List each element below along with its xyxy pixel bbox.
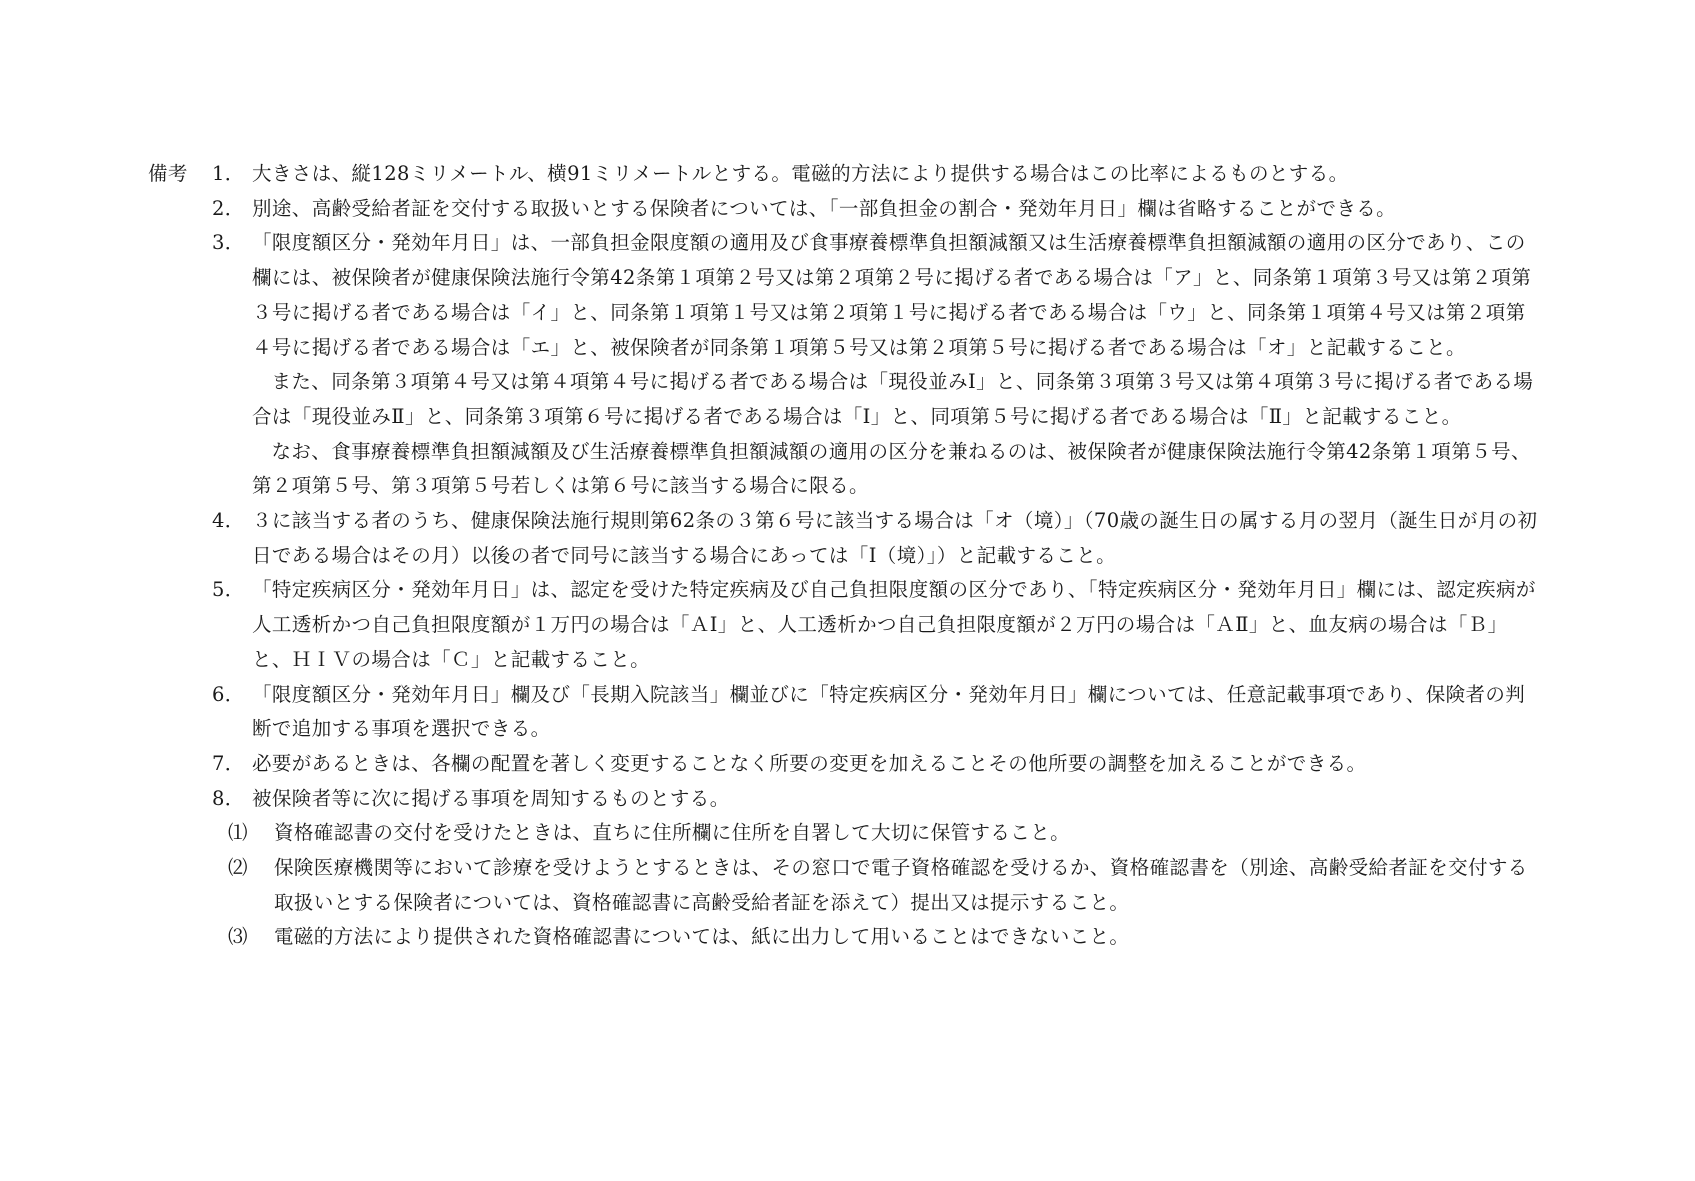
- remark-text: また、同条第３項第４号又は第４項第４号に掲げる者である場合は「現役並みⅠ」と、同条第３項第３号又は第４項第３号に掲げる者である場合は「現役並みⅡ」と、同条第３項第６号に掲げる者である場合は「Ⅰ」と、同項第５号に掲げる者である場合は「Ⅱ」と記載すること。: [252, 370, 1534, 428]
- remark-number: 1．: [212, 162, 245, 185]
- remark-text: 別途、高齢受給者証を交付する取扱いとする保険者については、「一部負担金の割合・発効年月日」欄は省略することができる。: [252, 196, 1397, 220]
- remark-body: [252, 192, 1538, 227]
- remark-item-4: [212, 504, 1538, 573]
- remarks-label: 備考: [148, 162, 188, 185]
- remark-item-5: [212, 573, 1538, 677]
- remark-text: ３に該当する者のうち、健康保険法施行規則第62条の３第６号に該当する場合は「オ（境）」（70歳の誕生日の属する月の翌月（誕生日が月の初日である場合はその月）以後の者で同号に該当する場合にあっては「Ⅰ（境）」）と記載すること。: [252, 509, 1538, 567]
- remark-item-8: [212, 782, 1538, 817]
- subitem-text: 資格確認書の交付を受けたときは、直ちに住所欄に住所を自署して大切に保管すること。: [274, 821, 1071, 845]
- remark-body: [252, 504, 1538, 573]
- subitem-text: 電磁的方法により提供された資格確認書については、紙に出力して用いることはできないこと。: [274, 925, 1130, 949]
- subitem-number: ⑴: [228, 821, 248, 845]
- remarks-section: [148, 157, 1538, 955]
- remark-body: [252, 573, 1538, 677]
- remark-item-1: [212, 157, 1538, 192]
- remark-text: 被保険者等に次に掲げる事項を周知するものとする。: [252, 786, 730, 810]
- remark-number: 6．: [212, 682, 245, 706]
- remark-text: 大きさは、縦128ミリメートル、横91ミリメートルとする。電磁的方法により提供する場合はこの比率によるものとする。: [252, 162, 1349, 185]
- remark-text: 「限度額区分・発効年月日」欄及び「長期入院該当」欄並びに「特定疾病区分・発効年月日」欄については、任意記載事項であり、保険者の判断で追加する事項を選択できる。: [252, 682, 1526, 741]
- remark-body: [252, 678, 1538, 747]
- remarks-list: [212, 157, 1538, 955]
- remark-body: [252, 157, 1538, 192]
- remark-text: なお、食事療養標準負担額減額及び生活療養標準負担額減額の適用の区分を兼ねるのは、被保険者が健康保険法施行令第42条第１項第５号、第２項第５号、第３項第５号若しくは第６号に該当する場合に限る。: [252, 439, 1531, 498]
- subitem-number: ⑶: [228, 925, 248, 949]
- remark-number: 5．: [212, 578, 245, 602]
- remark-text: 必要があるときは、各欄の配置を著しく変更することなく所要の変更を加えることその他所要の調整を加えることができる。: [252, 751, 1367, 775]
- remark-item-3: [212, 226, 1538, 504]
- remark-number: 7．: [212, 751, 245, 775]
- remark-text: 「特定疾病区分・発効年月日」は、認定を受けた特定疾病及び自己負担限度額の区分であり、「特定疾病区分・発効年月日」欄には、認定疾病が人工透析かつ自己負担限度額が１万円の場合は「ＡⅠ」と、人工透析かつ自己負担限度額が２万円の場合は「ＡⅡ」と、血友病の場合は「Ｂ」と、ＨＩＶの場合は「Ｃ」と記載すること。: [252, 578, 1536, 671]
- remark-body: [252, 226, 1538, 504]
- remark-number: 3．: [212, 231, 245, 255]
- remark-item-2: [212, 192, 1538, 227]
- remark-body: [252, 782, 1538, 817]
- remark-subitem-3: [228, 920, 1538, 955]
- remark-number: 2．: [212, 196, 245, 220]
- subitem-number: ⑵: [228, 856, 248, 880]
- subitem-text: 保険医療機関等において診療を受けようとするときは、その窓口で電子資格確認を受けるか、資格確認書を（別途、高齢受給者証を交付する取扱いとする保険者については、資格確認書に高齢受給者証を添えて）提出又は提示すること。: [274, 856, 1528, 914]
- remark-subitem-1: [228, 816, 1538, 851]
- remark-item-7: [212, 747, 1538, 782]
- remark-body: [252, 747, 1538, 782]
- remark-subitem-2: [228, 851, 1538, 920]
- remark-text: 「限度額区分・発効年月日」は、一部負担金限度額の適用及び食事療養標準負担額減額又は生活療養標準負担額減額の適用の区分であり、この欄には、被保険者が健康保険法施行令第42条第１項第２号又は第２項第２号に掲げる者である場合は「ア」と、同条第１項第３号又は第２項第３号に掲げる者である場合は「イ」と、同条第１項第１号又は第２項第１号に掲げる者である場合は「ウ」と、同条第１項第４号又は第２項第４号に掲げる者である場合は「エ」と、被保険者が同条第１項第５号又は第２項第５号に掲げる者である場合は「オ」と記載すること。: [252, 231, 1532, 359]
- remark-item-6: [212, 678, 1538, 747]
- remark-number: 8．: [212, 786, 245, 810]
- remark-number: 4．: [212, 509, 245, 533]
